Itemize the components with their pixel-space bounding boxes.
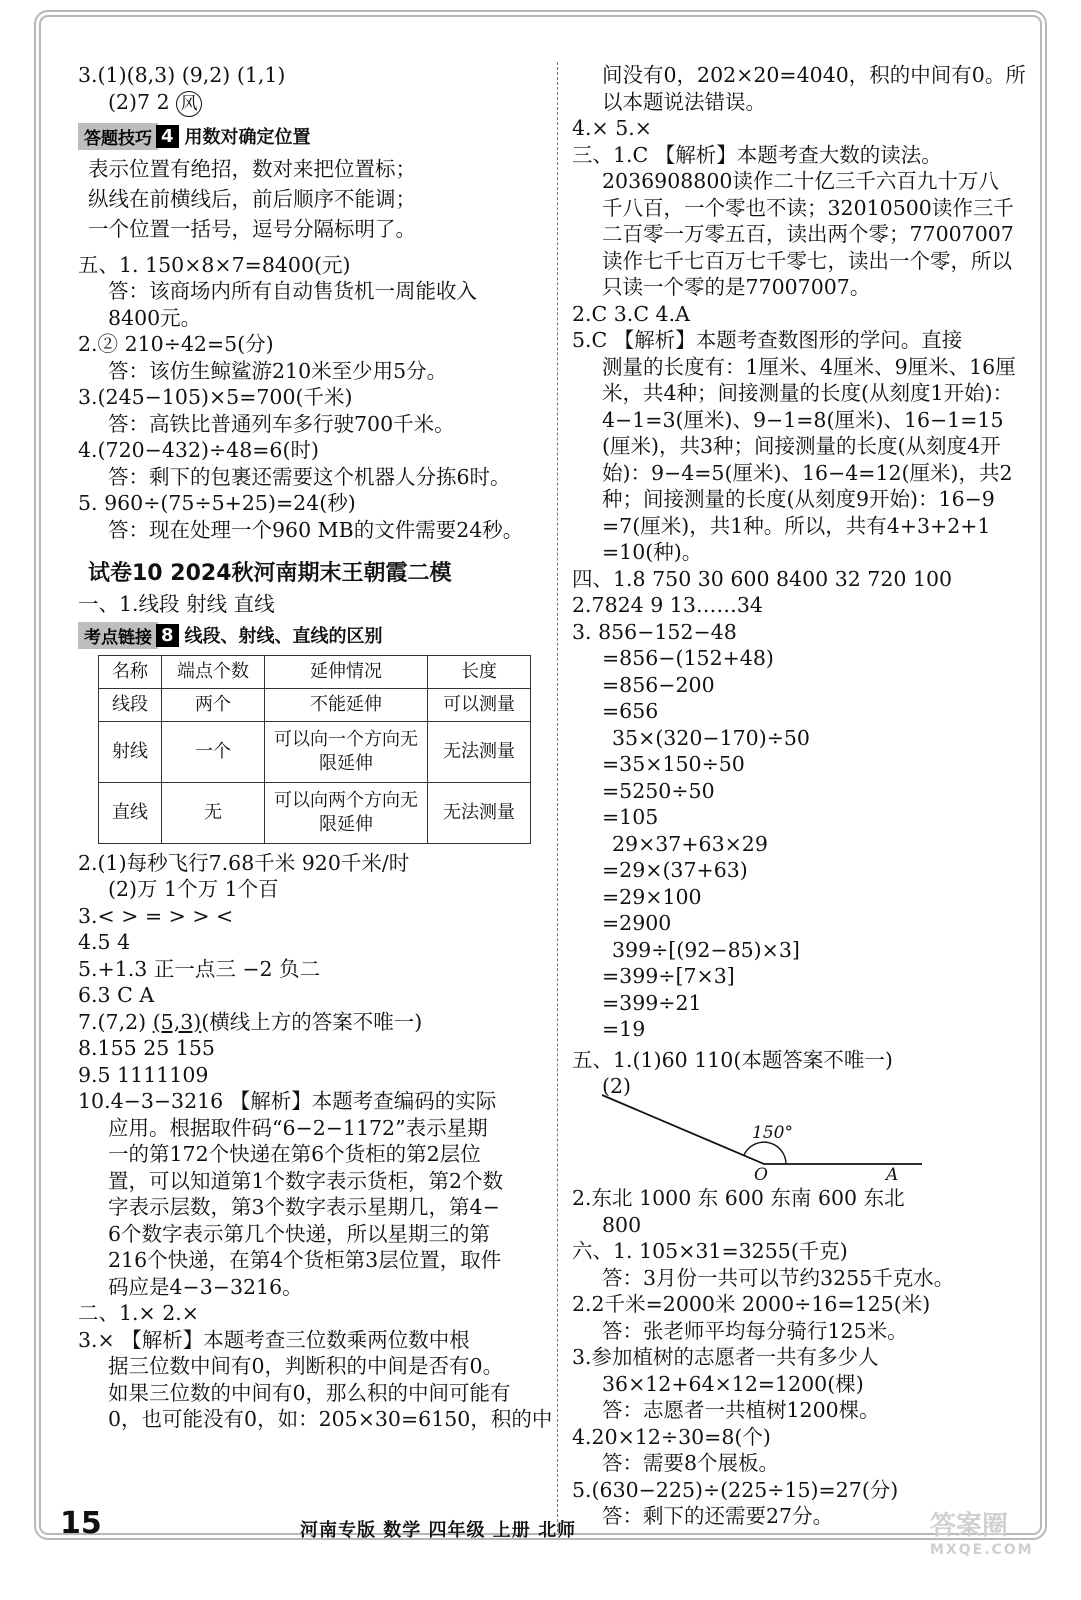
- answer-line: 6.3 C A: [78, 983, 155, 1007]
- answer-line: 3.× 【解析】本题考查三位数乘两位数中根: [78, 1327, 470, 1352]
- table-cell: 一个: [162, 721, 265, 782]
- answer-line: 答：需要8个展板。: [602, 1451, 780, 1475]
- answer-line: 答：剩下的包裹还需要这个机器人分拣6时。: [108, 464, 511, 489]
- calc-line: =399÷[7×3]: [602, 964, 735, 988]
- answer-line: 216个快递，在第4个货柜第3层位置，取件: [108, 1248, 502, 1272]
- table-row: [99, 688, 531, 721]
- table-row: [99, 782, 531, 843]
- table-cell: 无: [162, 782, 265, 843]
- answer-line: 始)：9−4=5(厘米)、16−4=12(厘米)，共2: [602, 460, 1013, 485]
- answer-line: 4−1=3(厘米)、9−1=8(厘米)、16−1=15: [602, 407, 1004, 432]
- answer-line: 种；间接测量的长度(从刻度9开始)：16−9: [602, 487, 995, 511]
- answer-line: 3.< > = > > <: [78, 903, 234, 928]
- tip-label: 答题技巧: [78, 123, 158, 150]
- table-cell: 射线: [99, 721, 162, 782]
- table-cell: 不能延伸: [265, 688, 428, 721]
- table-header-cell: 名称: [99, 655, 162, 688]
- keypoint-heading: [78, 622, 548, 649]
- calc-line: 3. 856−152−48: [572, 619, 737, 644]
- point-label: A: [886, 1165, 899, 1185]
- answer-line: 2036908800读作二十亿三千六百九十万八: [602, 169, 999, 193]
- tip-rhyme: [78, 154, 548, 244]
- answer-line: 2.2千米=2000米 2000÷16=125(米): [572, 1292, 931, 1316]
- calc-line: =399÷21: [602, 990, 702, 1015]
- answer-line: 5.(630−225)÷(225÷15)=27(分): [572, 1477, 899, 1502]
- answer-line: 据三位数中间有0，判断积的中间是否有0。: [108, 1354, 504, 1378]
- answer-line: 3.(245−105)×5=700(千米): [78, 385, 353, 409]
- answer-line: 二百零一万零五百，读出两个零；77007007: [602, 222, 1014, 246]
- section-five: [78, 252, 548, 544]
- answer-line: 答：高铁比普通列车多行驶700千米。: [108, 411, 455, 436]
- section-one-continued: [78, 850, 553, 1433]
- answer-line: 五、1.(1)60 110(本题答案不唯一): [572, 1047, 893, 1072]
- answer-line: 2.东北 1000 东 600 东南 600 东北: [572, 1186, 905, 1210]
- left-column: [78, 62, 553, 1433]
- answer-line: (厘米)，共3种；间接测量的长度(从刻度4开: [602, 434, 1001, 458]
- calc-line: =656: [602, 699, 659, 723]
- calc-line: =856−(152+48): [602, 646, 774, 670]
- calc-line: 29×37+63×29: [612, 831, 768, 856]
- table-cell: 线段: [99, 688, 162, 721]
- answer-line: 四、1.8 750 30 600 8400 32 720 100: [572, 566, 953, 591]
- circled-character: 风: [176, 91, 202, 117]
- answer-line: 答：该仿生鲸鲨游210米至少用5分。: [108, 358, 448, 383]
- rhyme-line: 纵线在前横线后，前后顺序不能调；: [88, 186, 416, 211]
- answer-line: 答：志愿者一共植树1200棵。: [602, 1398, 880, 1422]
- calc-line: =35×150÷50: [602, 752, 745, 776]
- answer-line: 4.5 4: [78, 930, 131, 954]
- angle-figure: [572, 1073, 1032, 1185]
- answer-line: 如果三位数的中间有0，那么积的中间可能有: [108, 1380, 511, 1405]
- vertex-label: O: [754, 1165, 768, 1185]
- answer-line: 800: [602, 1212, 642, 1237]
- answer-line: 4.× 5.×: [572, 116, 652, 140]
- answer-line: 答：该商场内所有自动售货机一周能收入: [108, 279, 477, 303]
- answer-line: 4.(720−432)÷48=6(时): [78, 438, 319, 462]
- table-cell: 两个: [162, 688, 265, 721]
- answer-line: =10(种)。: [602, 540, 703, 564]
- answer-line: 4.20×12÷30=8(个): [572, 1424, 771, 1449]
- calc-line: =105: [602, 805, 659, 829]
- answer-line: (2)万 1个万 1个百: [108, 877, 279, 901]
- figure-label: (2): [602, 1074, 632, 1098]
- answer-line: 三、1.C 【解析】本题考查大数的读法。: [572, 142, 942, 167]
- answer-line: 6个数字表示第几个快递，所以星期三的第: [108, 1221, 491, 1246]
- table-header-cell: 长度: [428, 655, 531, 688]
- keypoint-title: 线段、射线、直线的区别: [184, 626, 383, 647]
- answer-line: 只读一个零的是77007007。: [602, 275, 871, 299]
- answer-line: 2.(1)每秒飞行7.68千米 920千米/时: [78, 850, 410, 875]
- table-header-row: [99, 655, 531, 688]
- answer-line: 8400元。: [108, 305, 202, 330]
- answer-line: 2.C 3.C 4.A: [572, 301, 690, 326]
- answer-line: 7.(7,2) (5,3)(横线上方的答案不唯一): [78, 1009, 423, 1034]
- calculation-steps: [572, 619, 1032, 1043]
- answer-line: 应用。根据取件码“6−2−1172”表示星期: [108, 1115, 488, 1140]
- answer-line: 间没有0，202×20=4040，积的中间有0。所: [602, 63, 1026, 87]
- answer-line: 五、1. 150×8×7=8400(元): [78, 252, 351, 277]
- table-cell: 直线: [99, 782, 162, 843]
- calc-line: 35×(320−170)÷50: [612, 725, 810, 750]
- rhyme-line: 一个位置一括号，逗号分隔标明了。: [88, 216, 416, 241]
- answer-line: 测量的长度有：1厘米、4厘米、9厘米、16厘: [602, 354, 1016, 379]
- calc-line: 399÷[(92−85)×3]: [612, 937, 800, 962]
- answer-line: 千八百，一个零也不读；32010500读作三千: [602, 195, 1014, 220]
- tip-heading: [78, 123, 548, 150]
- answer-line: 8.155 25 155: [78, 1036, 215, 1060]
- table-cell: 可以向一个方向无限延伸: [265, 721, 428, 782]
- answer-line: 5.C 【解析】本题考查数图形的学问。直接: [572, 328, 963, 352]
- answer-line: 读作七千七百万七千零七，读出一个零，所以: [602, 248, 1012, 273]
- answer-line: 码应是4−3−3216。: [108, 1274, 303, 1299]
- angle-value: 150°: [752, 1123, 793, 1143]
- right-column: [572, 62, 1032, 1530]
- answer-line: 六、1. 105×31=3255(千克): [572, 1239, 848, 1263]
- answer-line: 9.5 1111109: [78, 1062, 209, 1087]
- comparison-table: [98, 655, 531, 844]
- book-info: 河南专版 数学 四年级 上册 北师: [300, 1520, 577, 1541]
- keypoint-label: 考点链接: [78, 622, 158, 649]
- answer-line: 答：3月份一共可以节约3255千克水。: [602, 1265, 955, 1290]
- table-header-cell: 端点个数: [162, 655, 265, 688]
- exam-title: 试卷10 2024秋河南期末王朝霞二模: [88, 561, 452, 586]
- answer-line: 一的第172个快递在第6个货柜的第2层位: [108, 1142, 481, 1166]
- answer-line: 2.② 210÷42=5(分): [78, 332, 274, 356]
- answer-line: 5. 960÷(75÷5+25)=24(秒): [78, 491, 356, 515]
- tip-number: 4: [156, 125, 179, 148]
- calc-line: =19: [602, 1017, 646, 1041]
- answer-line: 0，也可能没有0，如：205×30=6150，积的中: [108, 1407, 553, 1431]
- answer-line: 5.+1.3 正一点三 −2 负二: [78, 956, 321, 981]
- calc-line: =2900: [602, 911, 672, 935]
- answer-line: 以本题说法错误。: [602, 89, 766, 114]
- angle-drawing: [572, 1073, 1032, 1185]
- answer-line: 10.4−3−3216 【解析】本题考查编码的实际: [78, 1089, 497, 1113]
- table-row: [99, 721, 531, 782]
- keypoint-number: 8: [156, 624, 179, 647]
- answer-line: 二、1.× 2.×: [78, 1301, 199, 1325]
- answer-line: 一、1.线段 射线 直线: [78, 592, 275, 616]
- tip-title: 用数对确定位置: [184, 127, 311, 148]
- answer-line: 答：剩下的还需要27分。: [602, 1504, 834, 1528]
- column-divider: [557, 62, 558, 1532]
- table-cell: 无法测量: [428, 782, 531, 843]
- calc-line: =29×100: [602, 884, 702, 909]
- answer-line: 字表示层数，第3个数字表示星期几，第4−: [108, 1195, 500, 1219]
- rhyme-line: 表示位置有绝招，数对来把位置标；: [88, 156, 416, 181]
- table-header-cell: 延伸情况: [265, 655, 428, 688]
- answer-line: =7(厘米)，共1种。所以，共有4+3+2+1: [602, 513, 991, 538]
- answer-line: 米，共4种；间接测量的长度(从刻度1开始)：: [602, 381, 1014, 405]
- answer-line: 3.参加植树的志愿者一共有多少人: [572, 1345, 879, 1369]
- answer-line: 置，可以知道第1个数字表示货柜，第2个数: [108, 1168, 504, 1193]
- calc-line: =856−200: [602, 672, 715, 697]
- table-cell: 无法测量: [428, 721, 531, 782]
- calc-line: =29×(37+63): [602, 858, 748, 882]
- answer-line: 36×12+64×12=1200(棵): [602, 1371, 864, 1396]
- watermark-logo: 答案圈 MXQE.COM: [930, 1511, 1034, 1558]
- answer-line: 3.(1)(8,3) (9,2) (1,1): [78, 63, 286, 87]
- answer-line: 答：现在处理一个960 MB的文件需要24秒。: [108, 517, 524, 542]
- page-number: 15: [60, 1506, 102, 1541]
- answer-line: 2.7824 9 13……34: [572, 593, 763, 617]
- table-cell: 可以测量: [428, 688, 531, 721]
- answer-line: (2)7 2 风: [78, 89, 548, 117]
- table-cell: 可以向两个方向无限延伸: [265, 782, 428, 843]
- answer-line: 答：张老师平均每分骑行125米。: [602, 1318, 908, 1343]
- calc-line: =5250÷50: [602, 778, 715, 803]
